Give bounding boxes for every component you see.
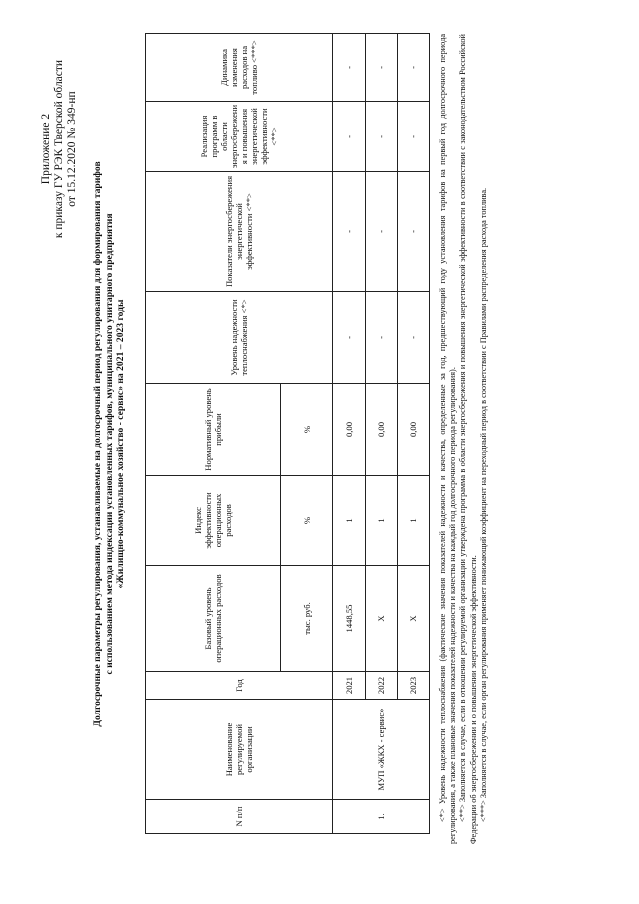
unit-index: % [280,475,333,565]
cell-base: Х [397,565,429,671]
header-num: N п/п [146,800,333,834]
cell-year: 2022 [365,672,397,700]
cell-reliability: - [365,291,397,383]
org-name: МУП «ЖКХ - сервис» [333,700,430,800]
document-title [92,94,127,794]
unit-base: тыс. руб. [280,565,333,671]
cell-energy: - [365,171,397,291]
cell-energy: - [397,171,429,291]
appendix-header [40,34,79,264]
table-row [333,33,365,833]
unit-profit: % [280,383,333,475]
cell-reliability: - [333,291,365,383]
footnote-fuel: <***> Заполняется в случае, если орган регулирования применяет понижающий коэффициент на переходный период в соответствии с Правилами распределения расхода топлива. [478,187,488,822]
table-header-row [146,33,281,833]
title-line-2: с использованием метода индексации установленных тарифов, муниципального унитарного предприятия [103,213,115,675]
title-line-3: «Жилищно-коммунальное хозяйство - сервис» на 2021 – 2023 годы [115,299,126,589]
cell-base: 1448,55 [333,565,365,671]
cell-energy: - [333,171,365,291]
cell-fuel: - [333,33,365,101]
cell-program: - [333,101,365,171]
appendix-title: Приложение 2 [40,113,52,185]
cell-fuel: - [365,33,397,101]
cell-index: 1 [397,475,429,565]
cell-year: 2023 [397,672,429,700]
parameters-table [145,33,430,834]
cell-reliability: - [397,291,429,383]
cell-profit: 0,00 [397,383,429,475]
cell-program: - [397,101,429,171]
header-efficiency-index: Индекс эффективности операционных расходов [146,475,281,565]
cell-base: Х [365,565,397,671]
cell-year: 2021 [333,672,365,700]
footnote-energy-program: <**> Заполняется в случае, если в отношении регулируемой организации утверждена программа в области энергосбережения и повышения энергетической эффективности в соответствии с законодательством Российской Федерации об энергосбережении и о повышении энергетической эффективности. [458,34,478,844]
header-energy-indicators: Показатели энергосбережения энергетической эффективности <**> [146,171,333,291]
appendix-order-ref: к приказу ГУ РЭК Тверской области [53,59,65,239]
header-org: Наименование регулируемой организации [146,700,333,800]
header-reliability: Уровень надежности теплоснабжения <*> [146,291,333,383]
row-number: 1. [333,800,430,834]
header-year: Год [146,672,333,700]
header-energy-program: Реализация программ в области энергосбережени я и повышения энергетической эффективности <**> [146,101,333,171]
cell-profit: 0,00 [333,383,365,475]
cell-index: 1 [365,475,397,565]
cell-fuel: - [397,33,429,101]
header-profit: Нормативный уровень прибыли [146,383,281,475]
cell-profit: 0,00 [365,383,397,475]
cell-index: 1 [333,475,365,565]
appendix-order-date: от 15.12.2020 № 349-нп [66,91,78,207]
title-line-1: Долгосрочные параметры регулирования, устанавливаемые на долгосрочный период регулирования для формирования тарифов [92,161,103,727]
footnote-reliability: <*> Уровень надежности теплоснабжения (фактические значения показателей надежности и качества, определенные за год, предшествующий году установления тарифов на первый год долгосрочного периода регулирования, а также плановые значения показателей надежности и качества на каждый год долгосрочного периода регулирования). [438,34,458,844]
footnotes [438,34,489,844]
cell-program: - [365,101,397,171]
header-base-costs: Базовый уровень операционных расходов [146,565,281,671]
header-fuel-dynamics: Динамика изменения расходов на топливо <***> [146,33,333,101]
